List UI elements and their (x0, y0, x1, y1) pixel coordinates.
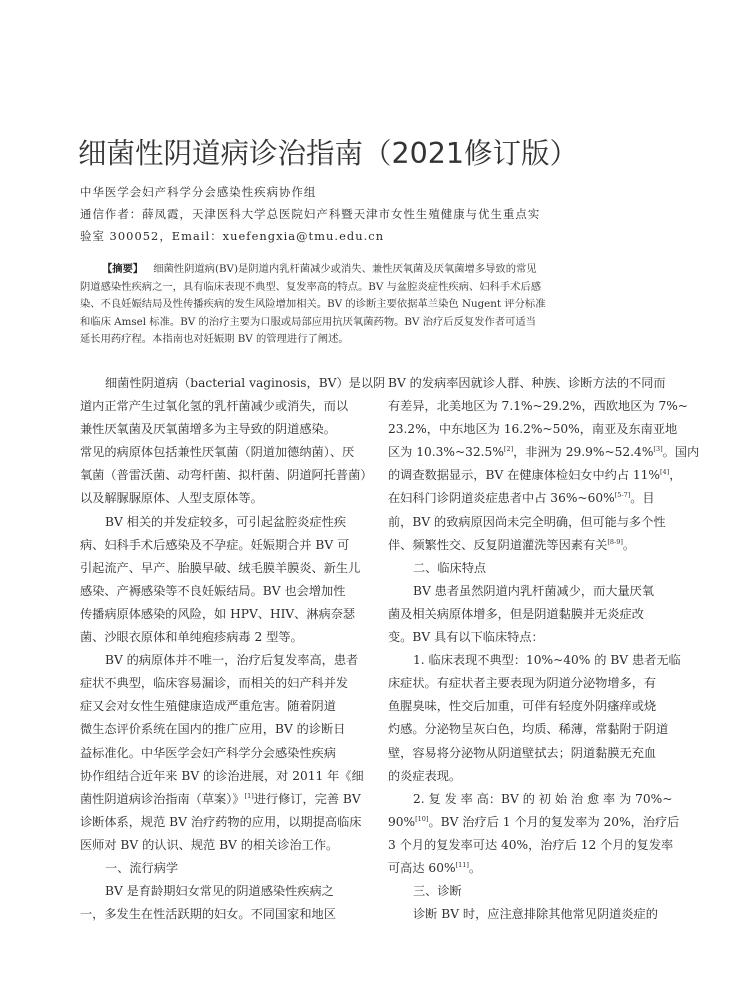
body-text-line (80, 557, 360, 580)
abstract-line: 和临床 Amsel 标准。BV 的治疗主要为口服或局部应用抗厌氧菌药物。BV 治疗后反复发作者可适当 (80, 315, 536, 328)
correspondence-line-2: 验室 300052，Email：xuefengxia@tmu.edu.cn (80, 229, 385, 243)
body-text-line (388, 857, 668, 880)
body-text-line (80, 765, 364, 788)
citation-ref[interactable]: [1] (244, 791, 254, 800)
body-text: 三、诊断 (413, 884, 462, 899)
body-text: 引起流产、早产、胎膜早破、绒毛膜羊膜炎、新生儿 (80, 560, 361, 575)
body-text-line (388, 880, 668, 903)
body-text: 进行修订，完善 BV (253, 791, 361, 806)
correspondence-line-1: 通信作者：薛凤霞，天津医科大学总医院妇产科暨天津市女性生殖健康与优生重点实 (80, 207, 541, 221)
body-text-line (388, 788, 673, 811)
body-text: 常见的病原体包括兼性厌氧菌（阴道加德纳菌）、厌 (80, 445, 355, 460)
body-text-line (80, 487, 360, 510)
body-text: 3 个月的复发率可达 40%，治疗后 12 个月的复发率 (388, 837, 674, 852)
body-text-line (80, 418, 360, 441)
body-text: 有差异，北美地区为 7.1%~29.2%，西欧地区为 7%~ (388, 399, 688, 414)
body-text: 医师对 BV 的认识、规范 BV 的相关诊治工作。 (80, 837, 339, 852)
body-text-line (80, 903, 360, 926)
abstract-line (80, 261, 550, 279)
body-text-line (388, 672, 668, 695)
body-text-line (388, 695, 668, 718)
body-text: 一、流行病学 (105, 860, 179, 875)
body-text: 细菌性阴道病（bacterial vaginosis，BV）是以阴 (105, 376, 386, 390)
body-text-line (388, 742, 668, 765)
body-text: 。国内 (662, 445, 700, 460)
body-text: BV 患者虽然阴道内乳杆菌减少，而大量厌氧 (413, 583, 655, 598)
body-text-line (80, 395, 360, 418)
body-text: 2. 复 发 率 高：BV 的 初 始 治 愈 率 为 70%~ (413, 791, 673, 806)
body-text: 诊断体系，规范 BV 治疗药物的应用，以期提高临床 (80, 814, 362, 829)
body-text: 兼性厌氧菌及厌氧菌增多为主导致的阴道感染。 (80, 422, 336, 437)
body-text: 道内正常产生过氧化氢的乳杆菌减少或消失，而以 (80, 399, 349, 414)
body-column-right (388, 372, 700, 926)
body-text: 变。BV 具有以下临床特点： (388, 630, 544, 645)
body-text: 鱼腥臭味，性交后加重，可伴有轻度外阴瘙痒或烧 (388, 699, 657, 714)
citation-ref[interactable]: [3] (653, 445, 663, 454)
body-text-line (388, 811, 680, 834)
body-text: BV 相关的并发症较多，可引起盆腔炎症性疾 (105, 514, 347, 529)
author-organization: 中华医学会妇产科学分会感染性疾病协作组 (80, 185, 317, 199)
body-text-line (80, 880, 360, 903)
body-text: 前，BV 的致病原因尚未完全明确，但可能与多个性 (388, 514, 666, 529)
body-text-line (80, 441, 360, 464)
body-text: 诊断 BV 时，应注意排除其他常见阴道炎症的 (413, 907, 658, 922)
abstract (80, 261, 550, 349)
body-text-line (388, 626, 668, 649)
body-text: 菌、沙眼衣原体和单纯疱疹病毒 2 型等。 (80, 630, 303, 645)
body-text-line (80, 511, 360, 534)
body-text-line (388, 487, 668, 510)
body-text: 伴、频繁性交、反复阴道灌洗等因素有关 (388, 537, 608, 552)
paper-title: 细菌性阴道病诊治指南（2021修订版） (78, 137, 579, 170)
citation-ref[interactable]: [8-9] (607, 537, 623, 546)
citation-ref[interactable]: [4] (659, 468, 670, 477)
body-text: 90% (388, 814, 416, 829)
author-block (80, 181, 560, 247)
body-text-line (388, 903, 668, 926)
body-text-line (388, 395, 688, 418)
body-text-line (80, 464, 373, 487)
body-text: 症又会对女性生殖健康造成严重危害。随着阴道 (80, 699, 336, 714)
body-text-line (388, 557, 668, 580)
body-text-line (388, 649, 681, 672)
body-text: 壁，容易将分泌物从阴道壁拭去；阴道黏膜无充血 (388, 745, 657, 760)
body-text-line (388, 580, 668, 603)
citation-ref[interactable]: [10] (415, 814, 429, 823)
citation-ref[interactable]: [5-7] (614, 491, 631, 500)
body-text-line (388, 718, 668, 741)
body-text-line (80, 742, 360, 765)
body-text: 一，多发生在性活跃期的妇女。不同国家和地区 (80, 907, 336, 922)
body-text-line (80, 626, 360, 649)
body-text: 灼感。分泌物呈灰白色，均质、稀薄，常黏附于阴道 (388, 722, 669, 737)
body-text: 病、妇科手术后感染及不孕症。妊娠期合并 BV 可 (80, 537, 350, 552)
body-column-left (80, 372, 386, 926)
body-text: 区为 10.3%~32.5% (388, 445, 504, 460)
body-text-line (80, 672, 360, 695)
body-text-line (80, 649, 360, 672)
body-text: 症状不典型，临床容易漏诊，而相关的妇产科并发 (80, 676, 349, 691)
body-text-line (388, 765, 668, 788)
body-text: ， (669, 468, 682, 483)
body-text: 23.2%，中东地区为 16.2%~50%，南亚及东南亚地 (388, 422, 678, 437)
abstract-line: 阴道感染性疾病之一，具有临床表现不典型、复发率高的特点。BV 与盆腔炎症性疾病、妇科手术后感 (80, 280, 542, 293)
body-text-line (388, 603, 668, 626)
abstract-label: 【摘要】 (102, 263, 144, 275)
body-text: 。目 (630, 491, 655, 506)
body-text: 床症状。有症状者主要表现为阴道分泌物增多，有 (388, 676, 657, 691)
body-text-line (388, 418, 678, 441)
body-text-line (80, 372, 386, 395)
body-text: 益标准化。中华医学会妇产科学分会感染性疾病 (80, 745, 336, 760)
body-text: BV 的病原体并不唯一，治疗后复发率高，患者 (105, 653, 359, 668)
body-text: 感染、产褥感染等不良妊娠结局。BV 也会增加性 (80, 583, 346, 598)
body-text: BV 是育龄期妇女常见的阴道感染性疾病之 (105, 884, 334, 899)
body-text-line (388, 534, 668, 557)
body-text-line (80, 834, 360, 857)
body-text-line (80, 603, 360, 626)
body-text-line (80, 788, 360, 811)
body-text: 协作组结合近年来 BV 的诊治进展，对 2011 年《细 (80, 768, 364, 783)
body-text-line (388, 441, 700, 464)
body-text-line (80, 718, 360, 741)
body-text: 传播病原体感染的风险，如 HPV、HIV、淋病奈瑟 (80, 606, 356, 621)
body-text-line (80, 811, 360, 834)
body-text-line (80, 695, 360, 718)
body-text-line (388, 511, 668, 534)
body-text-line (388, 834, 674, 857)
body-text: 菌性阴道病诊治指南（草案）》 (80, 791, 245, 806)
citation-ref[interactable]: [11] (455, 860, 469, 869)
body-text: 可高达 60% (388, 860, 456, 875)
body-text: 二、临床特点 (413, 560, 487, 575)
abstract-line: 染、不良妊娠结局及性传播疾病的发生风险增加相关。BV 的诊断主要依据革兰染色 Nugent 评分标准 (80, 298, 546, 311)
body-text-line (80, 857, 360, 880)
body-text-line (388, 372, 668, 395)
body-text: BV 的发病率因就诊人群、种族、诊断方法的不同而 (388, 376, 666, 390)
body-text: ，非洲为 29.9%~52.4% (513, 445, 654, 460)
body-text-line (80, 534, 360, 557)
body-text: 菌及相关病原体增多，但是阴道黏膜并无炎症改 (388, 606, 644, 621)
citation-ref[interactable]: [2] (503, 445, 514, 454)
body-text: 。 (622, 537, 636, 552)
body-text: 微生态评价系统在国内的推广应用，BV 的诊断日 (80, 722, 346, 737)
body-text: 。BV 治疗后 1 个月的复发率为 20%，治疗后 (428, 814, 680, 829)
body-text-line (80, 580, 360, 603)
body-text: 氧菌（普雷沃菌、动弯杆菌、拟杆菌、阴道阿托普菌） (80, 468, 373, 483)
body-text: 1. 临床表现不典型：10%~40% 的 BV 患者无临 (413, 653, 681, 668)
body-text: 的调查数据显示，BV 在健康体检妇女中约占 11% (388, 468, 660, 483)
body-text: 的炎症表现。 (388, 768, 462, 783)
body-text: 。 (468, 860, 482, 875)
body-text-line (388, 464, 682, 487)
abstract-text: 细菌性阴道病(BV)是阴道内乳杆菌减少或消失、兼性厌氧菌及厌氧菌增多导致的常见 (153, 263, 537, 275)
body-text: 在妇科门诊阴道炎症患者中占 36%~60% (388, 491, 615, 506)
abstract-line: 延长用药疗程。本指南也对妊娠期 BV 的管理进行了阐述。 (80, 333, 349, 346)
body-text: 以及解脲脲原体、人型支原体等。 (80, 491, 263, 506)
